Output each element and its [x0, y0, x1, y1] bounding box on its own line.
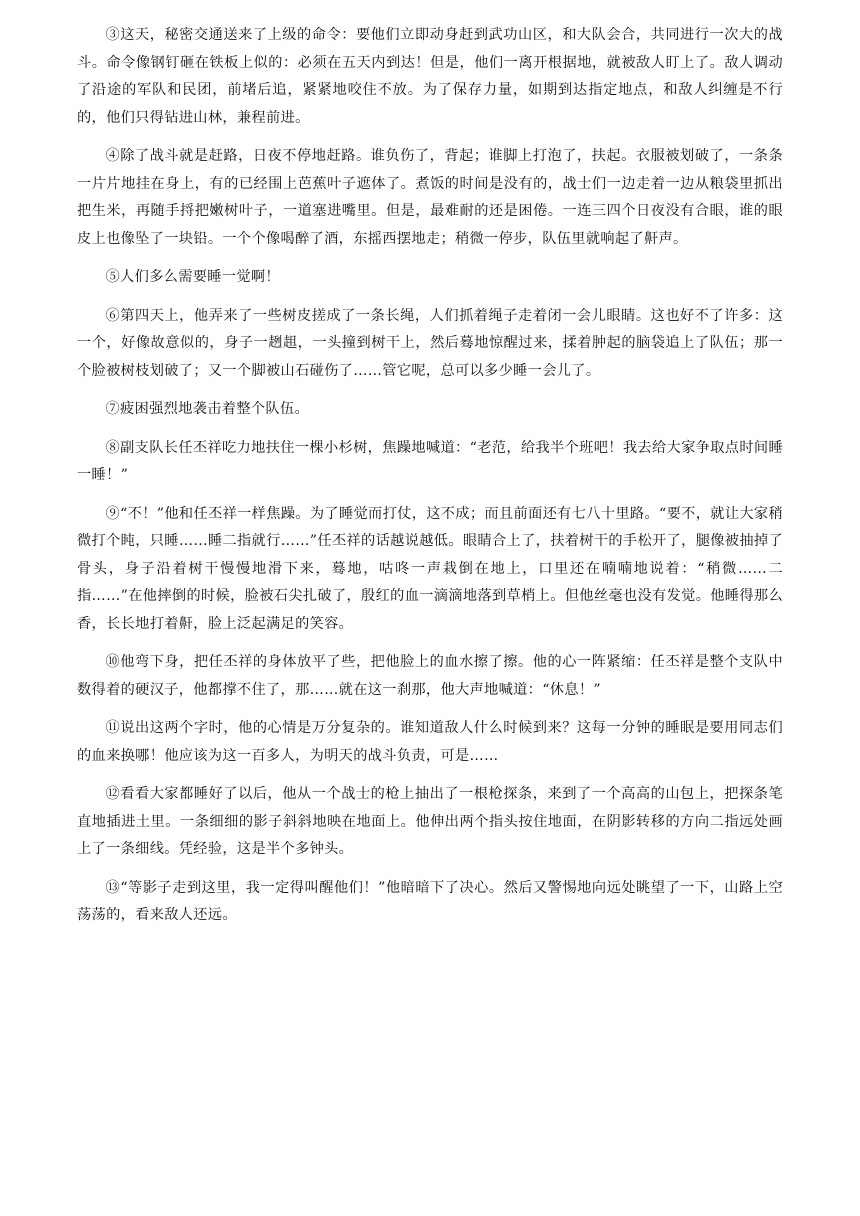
paragraph-5: ⑤人们多么需要睡一觉啊！: [105, 269, 280, 285]
paragraph-4: ④除了战斗就是赶路，日夜不停地赶路。谁负伤了，背起；谁脚上打泡了，扶起。衣服被划破了，一条条一片片地挂在身上，有的已经围上芭蕉叶子遮体了。煮饭的时间是没有的，战士们一边走着一边从粮袋里抓出把生米，再随手捋把嫩树叶子，一道塞进嘴里。但是，最难耐的还是困倦。一连三四个日夜没有合眼，谁的眼皮上也像坠了一块铅。一个个像喝醉了酒，东摇西摆地走；稍微一停步，队伍里就响起了鼾声。: [77, 148, 783, 247]
paragraph-13: ⑬“等影子走到这里，我一定得叫醒他们！”他暗暗下了决心。然后又警惕地向远处眺望了一下，山路上空荡荡的，看来敌人还远。: [77, 879, 783, 923]
paragraph-12: ⑫看看大家都睡好了以后，他从一个战士的枪上抽出了一根枪探条，来到了一个高高的山包上，把探条笔直地插进土里。一条细细的影子斜斜地映在地面上。他伸出两个指头按住地面，在阴影转移的方向二指远处画上了一条细线。凭经验，这是半个多钟头。: [77, 786, 783, 857]
paragraph-6: ⑥第四天上，他弄来了一些树皮搓成了一条长绳，人们抓着绳子走着闭一会儿眼睛。这也好不了许多：这一个，好像故意似的，身子一趔趄，一头撞到树干上，然后蓦地惊醒过来，揉着肿起的脑袋追上了队伍；那一个脸被树枝划破了；又一个脚被山石碰伤了……管它呢，总可以多少睡一会儿了。: [77, 307, 783, 379]
paragraph-3: ③这天，秘密交通送来了上级的命令：要他们立即动身赶到武功山区，和大队会合，共同进行一次大的战斗。命令像钢钉砸在铁板上似的：必须在五天内到达！但是，他们一离开根据地，就被敌人盯上了。敌人调动了沿途的军队和民团，前堵后追，紧紧地咬住不放。为了保存力量，如期到达指定地点，和敌人纠缠是不行的，他们只得钻进山林，兼程前进。: [77, 27, 783, 126]
paragraph-10: ⑩他弯下身，把任丕祥的身体放平了些，把他脸上的血水擦了擦。他的心一阵紧缩：任丕祥是整个支队中数得着的硬汉子，他都撑不住了，那……就在这一刹那，他大声地喊道：“休息！”: [77, 654, 783, 698]
paragraph-7: ⑦疲困强烈地袭击着整个队伍。: [105, 401, 310, 417]
paragraph-9: ⑨“不！”他和任丕祥一样焦躁。为了睡觉而打仗，这不成；而且前面还有七八十里路。“要不，就让大家稍微打个盹，只睡……睡二指就行……”任丕祥的话越说越低。眼睛合上了，扶着树干的手松开了，腿像被抽掉了骨头，身子沿着树干慢慢地滑下来，蓦地，咕咚一声栽倒在地上，口里还在喃喃地说着：“稍微……二指……”在他摔倒的时候，脸被石尖扎破了，殷红的血一滴滴地落到草梢上。但他丝毫也没有发觉。他睡得那么香，长长地打着鼾，脸上泛起满足的笑容。: [77, 505, 783, 632]
paragraph-8: ⑧副支队长任丕祥吃力地扶住一棵小杉树，焦躁地喊道：“老范，给我半个班吧！我去给大家争取点时间睡一睡！”: [77, 439, 783, 483]
article-body: [77, 22, 783, 941]
paragraph-11: ⑪说出这两个字时，他的心情是万分复杂的。谁知道敌人什么时候到来？这每一分钟的睡眠是要用同志们的血来换哪！他应该为这一百多人，为明天的战斗负责，可是……: [77, 720, 783, 764]
